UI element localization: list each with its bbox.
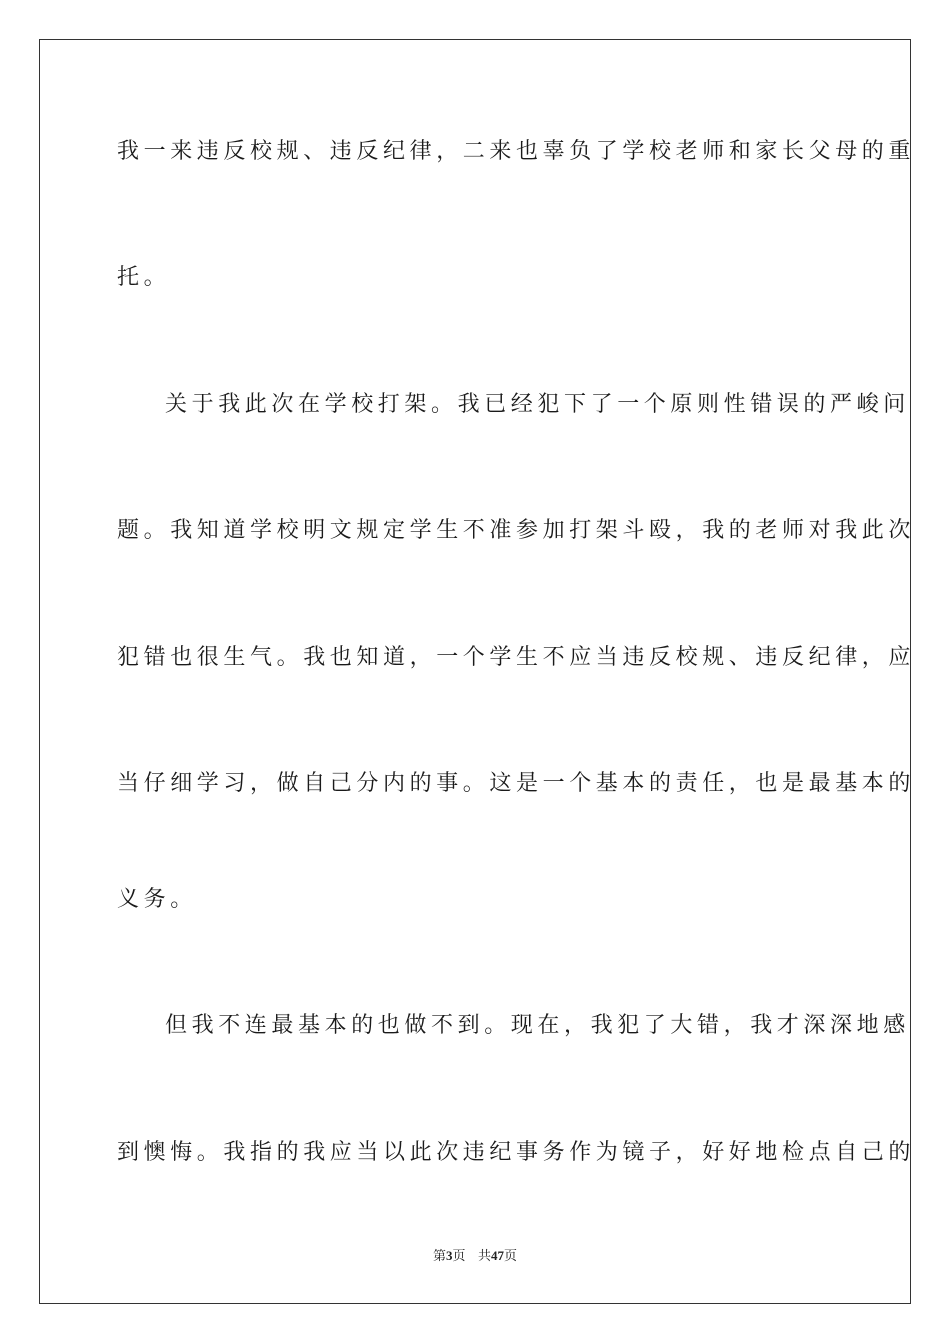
paragraph-first-line: 但我不连最基本的也做不到。现在，我犯了大错，我才深深地感 [165,1013,910,1038]
body-text-line: 题。我知道学校明文规定学生不准参加打架斗殴，我的老师对我此次 [117,518,916,543]
total-prefix: 共 [477,1249,491,1264]
page-prefix: 第 [433,1249,447,1264]
body-text-line: 我一来违反校规、违反纪律，二来也辜负了学校老师和家长父母的重 [117,139,916,164]
page-suffix: 页 [452,1249,466,1264]
paragraph-first-line: 关于我此次在学校打架。我已经犯下了一个原则性错误的严峻问 [165,392,910,417]
page-number: 3 [446,1248,453,1263]
page-footer [0,1247,950,1266]
body-text-line: 犯错也很生气。我也知道，一个学生不应当违反校规、违反纪律，应 [117,645,916,670]
body-text-line: 当仔细学习，做自己分内的事。这是一个基本的责任，也是最基本的 [117,771,916,796]
body-text-line: 托。 [117,265,171,290]
total-pages: 47 [490,1248,504,1263]
total-suffix: 页 [503,1249,517,1264]
body-text-line: 到懊悔。我指的我应当以此次违纪事务作为镜子，好好地检点自己的 [117,1140,916,1165]
body-text-line: 义务。 [117,887,197,912]
